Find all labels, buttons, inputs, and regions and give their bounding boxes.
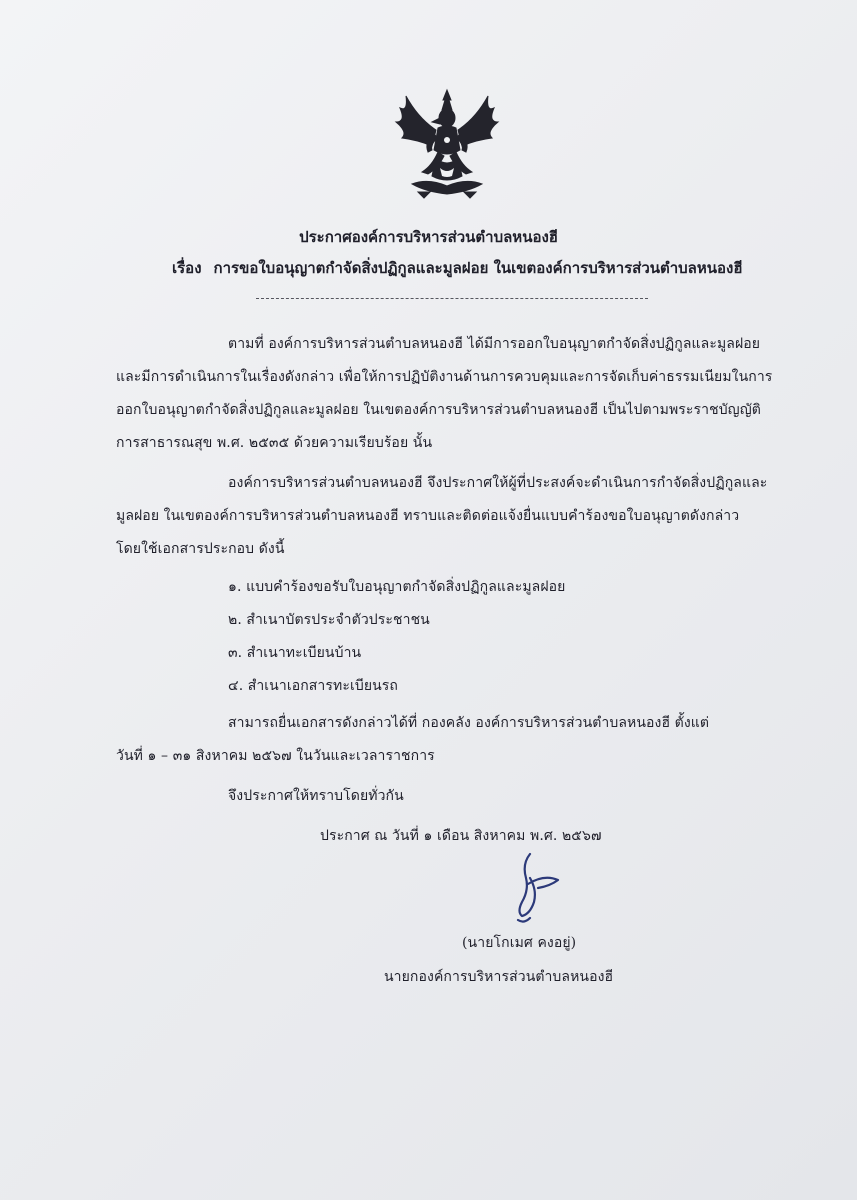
para1-line: ตามที่ องค์การบริหารส่วนตำบลหนองฮี ได้มีการออกใบอนุญาตกำจัดสิ่งปฏิกูลและมูลฝอย: [228, 336, 761, 352]
announcement-date: ประกาศ ณ วันที่ ๑ เดือน สิงหาคม พ.ศ. ๒๕๖๗: [320, 828, 602, 844]
subject-label: เรื่อง: [172, 259, 202, 277]
para2-line: มูลฝอย ในเขตองค์การบริหารส่วนตำบลหนองฮี ทราบและติดต่อแจ้งยื่นแบบคำร้องขอใบอนุญาตดังกล่าว: [116, 508, 740, 524]
para3-line: สามารถยื่นเอกสารดังกล่าวได้ที่ กองคลัง องค์การบริหารส่วนตำบลหนองฮี ตั้งแต่: [228, 715, 710, 731]
para2-line: องค์การบริหารส่วนตำบลหนองฮี จึงประกาศให้ผู้ที่ประสงค์จะดำเนินการกำจัดสิ่งปฏิกูลและ: [228, 475, 768, 491]
para3-line: วันที่ ๑ – ๓๑ สิงหาคม ๒๕๖๗ ในวันและเวลาราชการ: [116, 748, 435, 764]
para1-line: ออกใบอนุญาตกำจัดสิ่งปฏิกูลและมูลฝอย ในเขตองค์การบริหารส่วนตำบลหนองฮี เป็นไปตามพระราชบัญญัติ: [116, 402, 761, 418]
document-list-item: ๓. สำเนาทะเบียนบ้าน: [228, 645, 362, 661]
document-list-item: ๑. แบบคำร้องขอรับใบอนุญาตกำจัดสิ่งปฏิกูลและมูลฝอย: [228, 579, 566, 595]
signature-icon: [500, 850, 570, 925]
document-list-item: ๒. สำเนาบัตรประจำตัวประชาชน: [228, 612, 430, 628]
announcement-subject: [172, 256, 743, 280]
para2-line: โดยใช้เอกสารประกอบ ดังนี้: [116, 541, 285, 557]
document-list-item: ๔. สำเนาเอกสารทะเบียนรถ: [228, 678, 399, 694]
announcement-title: ประกาศองค์การบริหารส่วนตำบลหนองฮี: [299, 228, 558, 246]
para1-line: และมีการดำเนินการในเรื่องดังกล่าว เพื่อให้การปฏิบัติงานด้านการควบคุมและการจัดเก็บค่าธรรมเนียมในการ: [116, 369, 773, 385]
closing-statement: จึงประกาศให้ทราบโดยทั่วกัน: [228, 788, 404, 804]
signatory-name: (นายโกเมศ คงอยู่): [462, 935, 577, 951]
garuda-emblem-icon: [388, 88, 506, 200]
title-divider: [256, 298, 648, 299]
subject-text: การขอใบอนุญาตกำจัดสิ่งปฏิกูลและมูลฝอย ในเขตองค์การบริหารส่วนตำบลหนองฮี: [213, 259, 743, 277]
para1-line: การสาธารณสุข พ.ศ. ๒๕๓๕ ด้วยความเรียบร้อย นั้น: [116, 435, 433, 451]
signatory-position: นายกองค์การบริหารส่วนตำบลหนองฮี: [384, 969, 614, 985]
